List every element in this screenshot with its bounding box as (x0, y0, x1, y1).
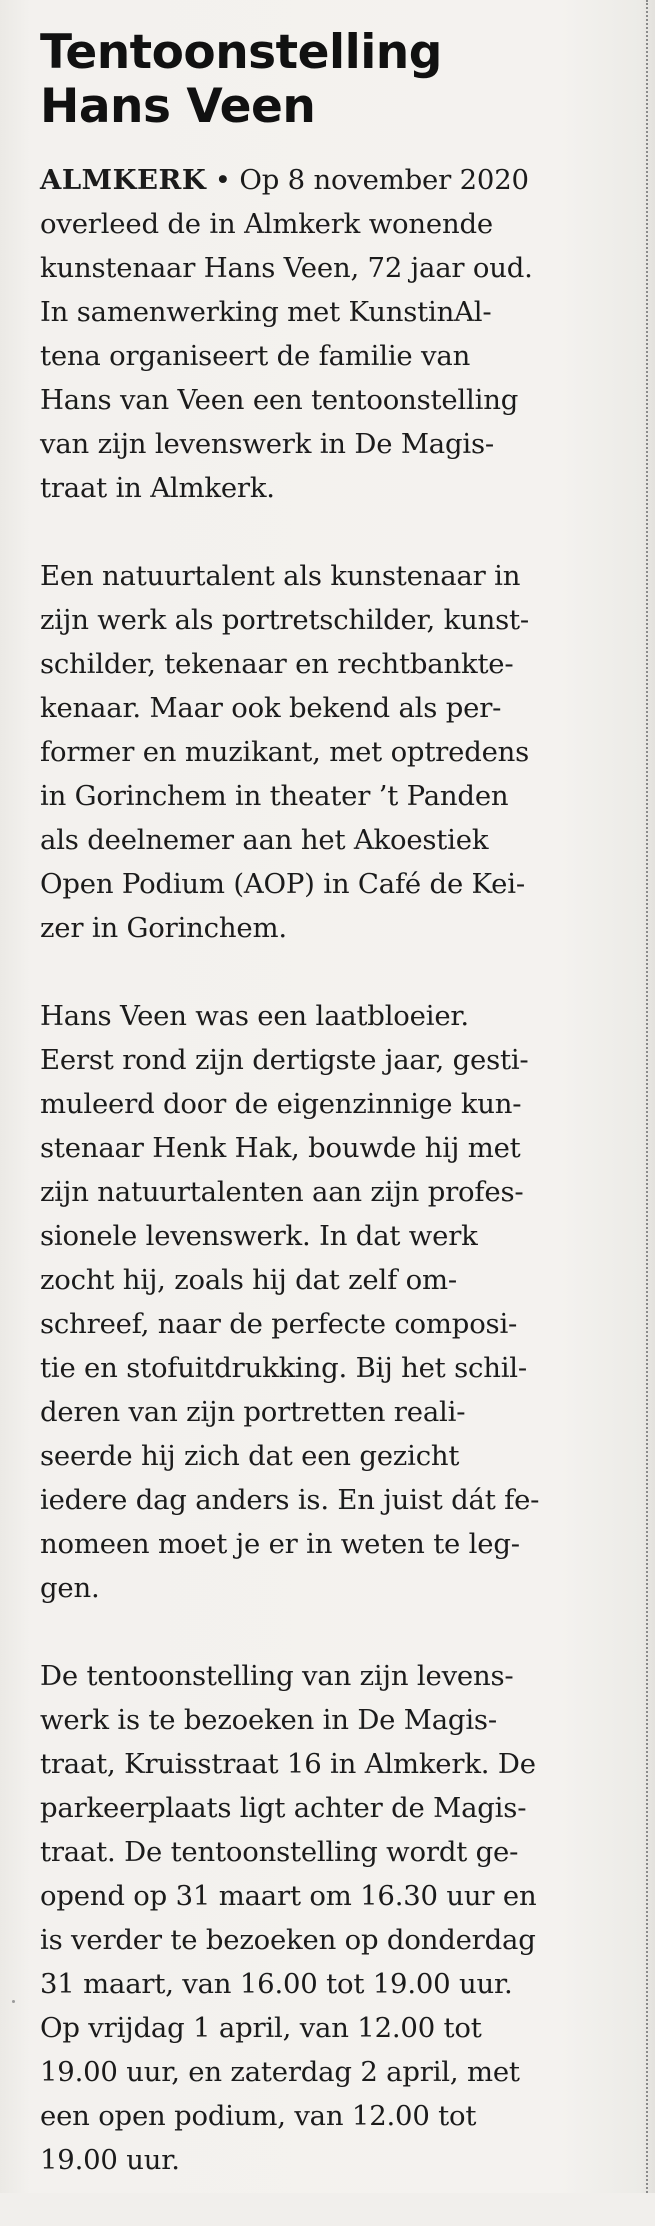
headline-line: Hans Veen (40, 79, 316, 134)
body-line: muleerd door de eigenzinnige kun- (40, 1088, 522, 1120)
body-line: Hans Veen was een laatbloeier. (40, 1000, 469, 1032)
body-line: traat. De tentoonstelling wordt ge- (40, 1836, 519, 1868)
body-line: sionele levenswerk. In dat werk (40, 1220, 478, 1252)
headline-line: Tentoonstelling (40, 25, 442, 80)
body-line: tena organiseert de familie van (40, 340, 471, 372)
body-line: parkeerplaats ligt achter de Magis- (40, 1792, 527, 1824)
dateline: ALMKERK (40, 164, 207, 196)
body-line: kunstenaar Hans Veen, 72 jaar oud. (40, 252, 533, 284)
body-line: 19.00 uur, en zaterdag 2 april, met (40, 2056, 520, 2088)
body-line: traat, Kruisstraat 16 in Almkerk. De (40, 1748, 536, 1780)
body-line: De tentoonstelling van zijn levens- (40, 1660, 514, 1692)
body-line: deren van zijn portretten reali- (40, 1396, 466, 1428)
body-line: Open Podium (AOP) in Café de Kei- (40, 868, 525, 900)
body-line: zocht hij, zoals hij dat zelf om- (40, 1264, 457, 1296)
body-line: is verder te bezoeken op donderdag (40, 1924, 536, 1956)
column-divider (646, 0, 648, 2193)
paragraph-1 (40, 158, 640, 510)
body-line: zijn natuurtalenten aan zijn profes- (40, 1176, 524, 1208)
paragraph-3 (40, 994, 640, 1610)
body-line: zijn werk als portretschilder, kunst- (40, 604, 529, 636)
body-line-text: Op 8 november 2020 (230, 164, 529, 196)
body-line: Op vrijdag 1 april, van 12.00 tot (40, 2012, 482, 2044)
article-body (40, 158, 640, 2182)
body-line: schilder, tekenaar en rechtbankte- (40, 648, 514, 680)
body-line: zer in Gorinchem. (40, 912, 287, 944)
body-line: gen. (40, 1572, 100, 1604)
body-line (40, 158, 640, 202)
body-line: In samenwerking met KunstinAl- (40, 296, 492, 328)
body-line: van zijn levenswerk in De Magis- (40, 428, 494, 460)
body-line: 19.00 uur. (40, 2144, 180, 2176)
body-line: nomeen moet je er in weten te leg- (40, 1528, 520, 1560)
body-line: stenaar Henk Hak, bouwde hij met (40, 1132, 521, 1164)
body-line: Eerst rond zijn dertigste jaar, gesti- (40, 1044, 529, 1076)
article-headline (40, 26, 640, 134)
print-speck (12, 2000, 15, 2003)
dateline-separator: • (214, 164, 231, 196)
body-line: traat in Almkerk. (40, 472, 275, 504)
paragraph-4 (40, 1654, 640, 2182)
body-line: een open podium, van 12.00 tot (40, 2100, 477, 2132)
body-line: werk is te bezoeken in De Magis- (40, 1704, 497, 1736)
body-line: in Gorinchem in theater ’t Panden (40, 780, 509, 812)
article (40, 26, 640, 2226)
paragraph-2 (40, 554, 640, 950)
body-line: 31 maart, van 16.00 tot 19.00 uur. (40, 1968, 513, 2000)
body-line: former en muzikant, met optredens (40, 736, 530, 768)
body-line: Een natuurtalent als kunstenaar in (40, 560, 521, 592)
body-line: als deelnemer aan het Akoestiek (40, 824, 489, 856)
body-line: seerde hij zich dat een gezicht (40, 1440, 460, 1472)
body-line: schreef, naar de perfecte composi- (40, 1308, 518, 1340)
body-line: tie en stofuitdrukking. Bij het schil- (40, 1352, 527, 1384)
body-line: Hans van Veen een tentoonstelling (40, 384, 519, 416)
body-line: iedere dag anders is. En juist dát fe- (40, 1484, 540, 1516)
body-line: kenaar. Maar ook bekend als per- (40, 692, 502, 724)
body-line: opend op 31 maart om 16.30 uur en (40, 1880, 537, 1912)
body-line: overleed de in Almkerk wonende (40, 208, 493, 240)
